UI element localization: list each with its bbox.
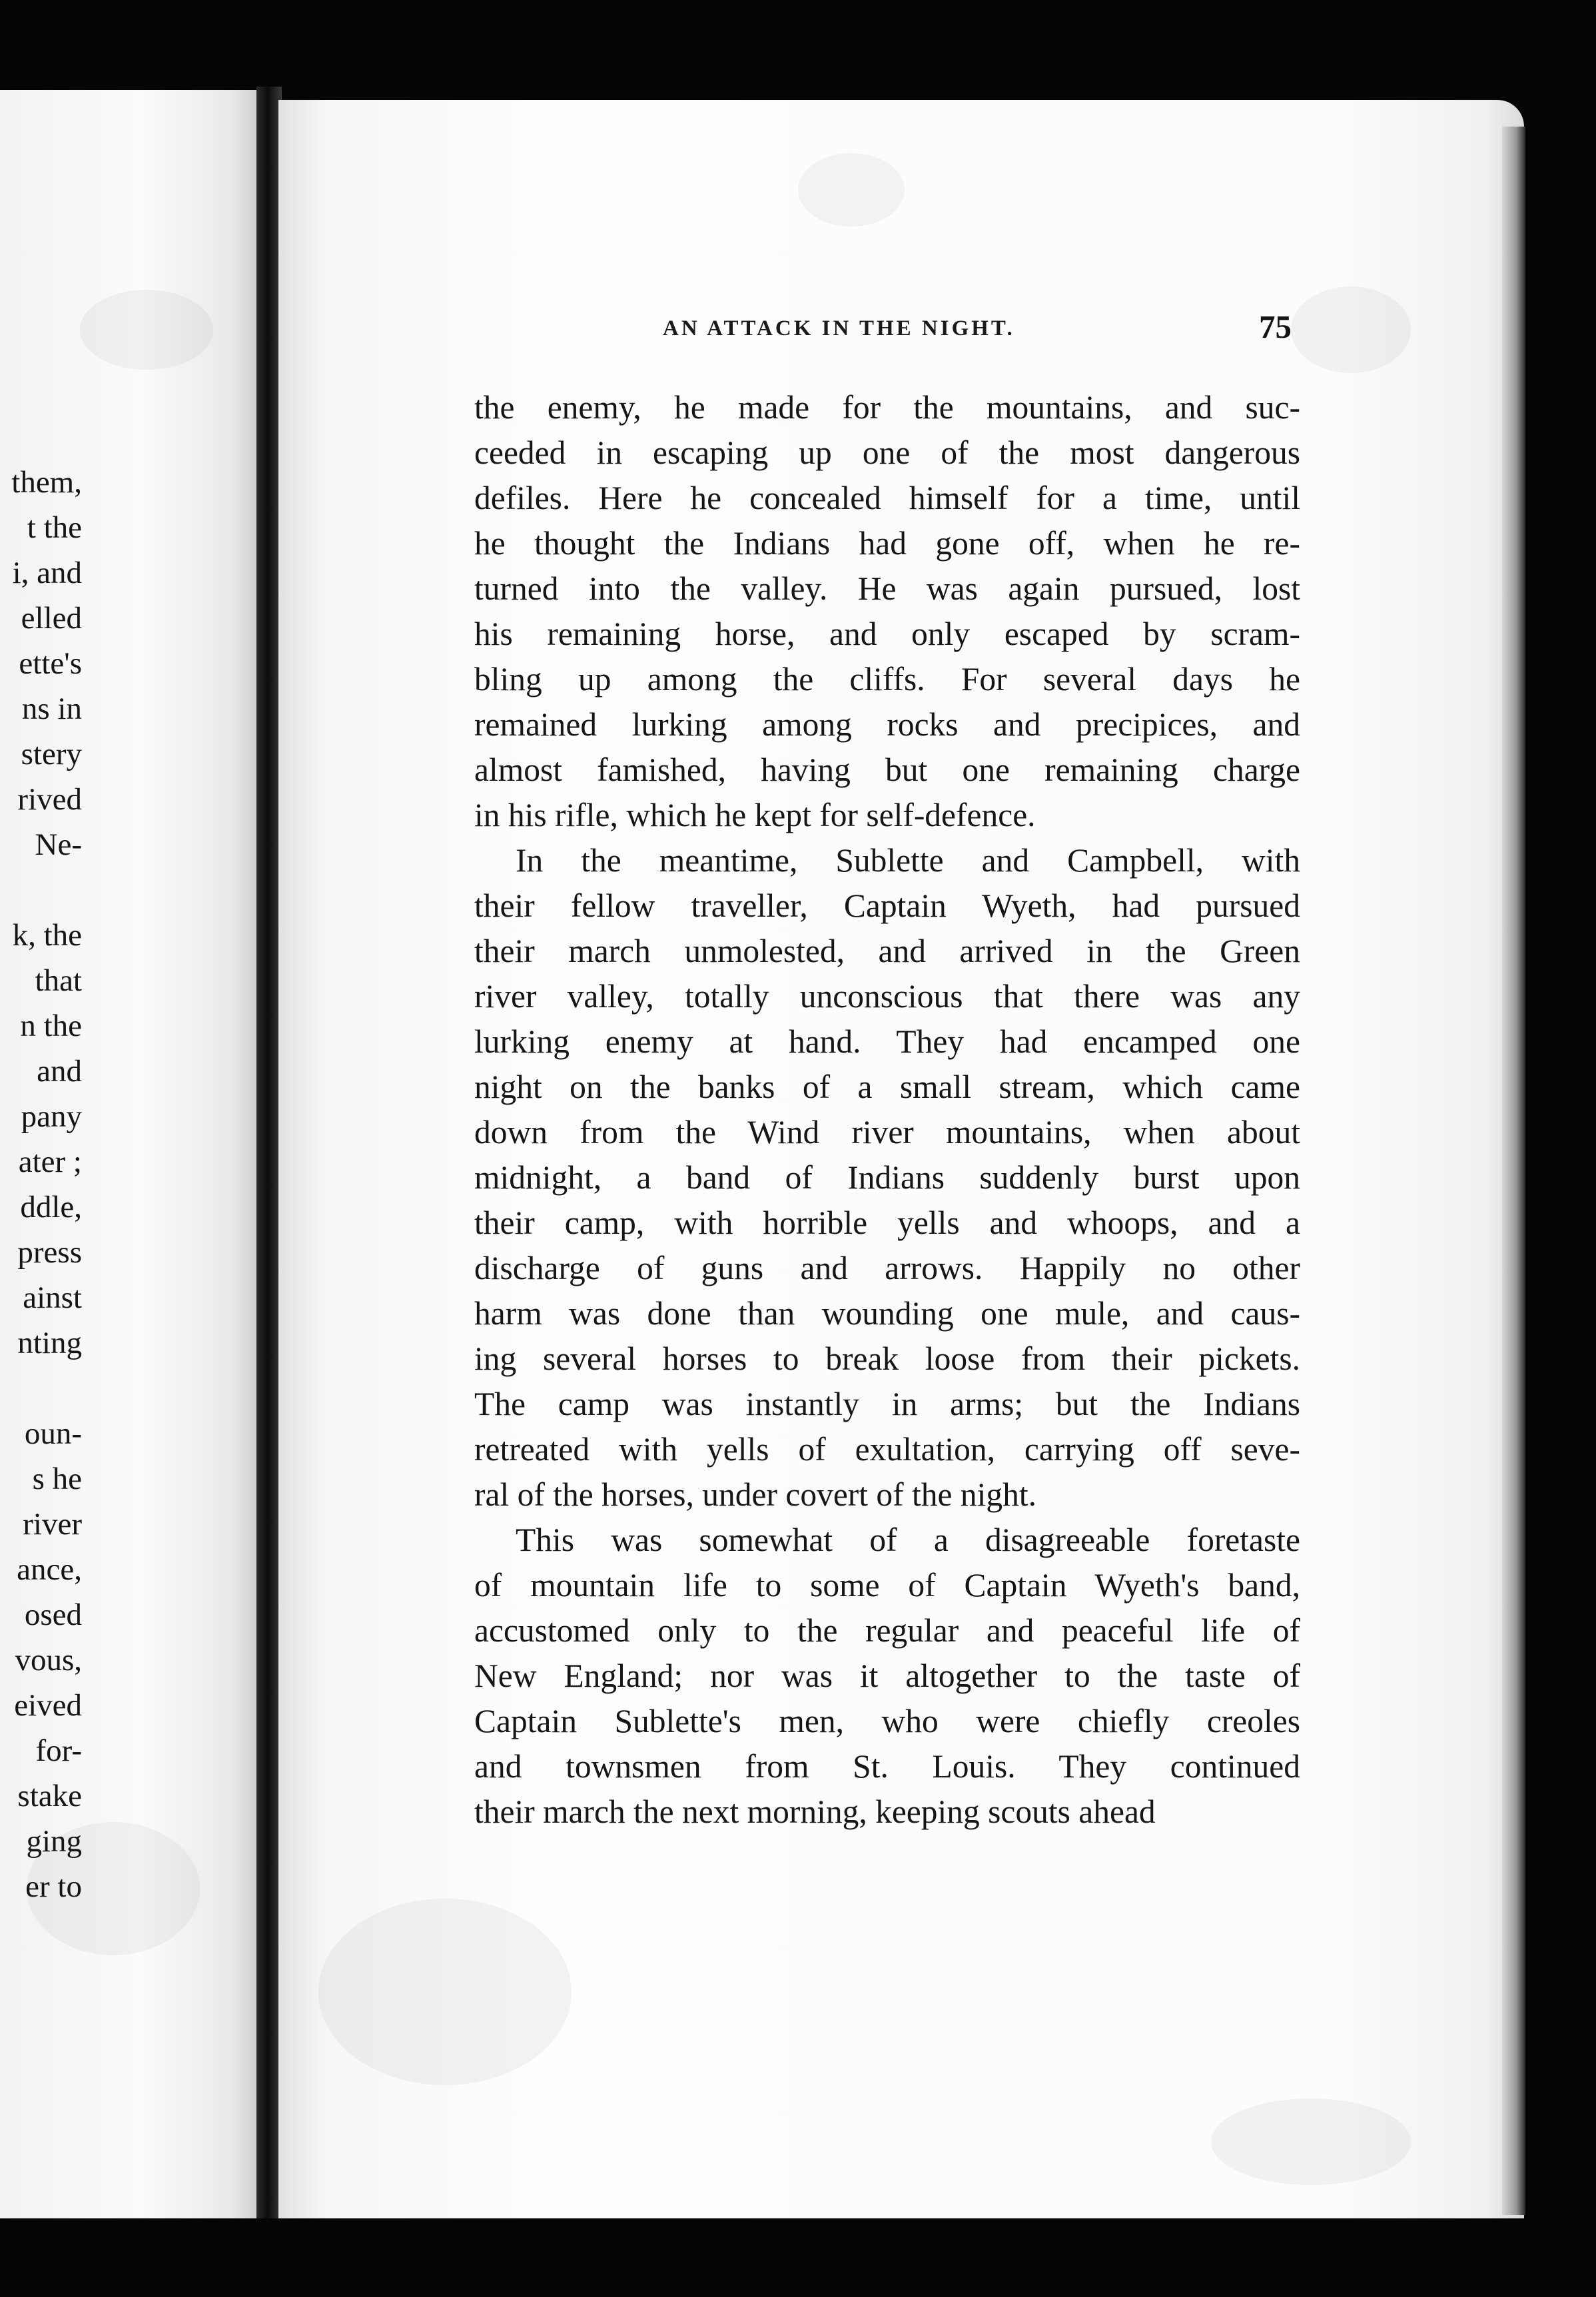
- text-line: their camp, with horrible yells and whoops, and a: [474, 1204, 1300, 1241]
- left-page-line: ging: [26, 1824, 82, 1859]
- left-page-line: ette's: [19, 646, 82, 681]
- page-edge: [1502, 127, 1525, 2215]
- paragraph: [474, 838, 1300, 1518]
- left-page-line: rived: [17, 782, 82, 817]
- left-page-line: er to: [25, 1869, 82, 1904]
- text-line: his remaining horse, and only escaped by scram-: [474, 616, 1300, 652]
- body-text: [474, 385, 1300, 1835]
- left-page-line: for-: [35, 1733, 82, 1768]
- text-line: defiles. Here he concealed himself for a time, until: [474, 480, 1300, 516]
- left-page-line: elled: [21, 601, 82, 636]
- left-page-line: vous,: [15, 1643, 82, 1677]
- paragraph: [474, 1518, 1300, 1835]
- text-line: turned into the valley. He was again pursued, lost: [474, 570, 1300, 607]
- left-page-line: and: [37, 1054, 82, 1089]
- left-page-text-fragments: [0, 460, 82, 1909]
- left-page-line: i, and: [12, 556, 82, 590]
- text-line: down from the Wind river mountains, when about: [474, 1114, 1300, 1150]
- left-page-line: ddle,: [20, 1190, 82, 1224]
- text-line: In the meantime, Sublette and Campbell, with: [516, 842, 1300, 879]
- text-line: the enemy, he made for the mountains, and suc-: [474, 389, 1300, 426]
- left-page-line: ance,: [17, 1552, 82, 1587]
- text-line: bling up among the cliffs. For several days he: [474, 661, 1300, 697]
- text-line: their march unmolested, and arrived in the Green: [474, 933, 1300, 969]
- scan-border: [0, 2218, 1596, 2297]
- left-page-line: s he: [32, 1462, 82, 1496]
- text-line: This was somewhat of a disagreeable foretaste: [516, 1522, 1300, 1558]
- text-line: ing several horses to break loose from their pickets.: [474, 1340, 1300, 1377]
- left-page-line: nting: [17, 1326, 82, 1360]
- left-page-line: osed: [24, 1598, 82, 1632]
- left-page-line: river: [23, 1507, 82, 1542]
- text-line: New England; nor was it altogether to the taste of: [474, 1657, 1300, 1694]
- text-line: their march the next morning, keeping scouts ahead: [474, 1793, 1156, 1830]
- left-page-line: that: [35, 963, 82, 998]
- text-line: remained lurking among rocks and precipices, and: [474, 706, 1300, 743]
- left-page-line: them,: [11, 465, 82, 500]
- left-page-line: press: [17, 1235, 82, 1270]
- text-line: in his rifle, which he kept for self-defence.: [474, 797, 1036, 833]
- text-line: almost famished, having but one remaining charge: [474, 751, 1300, 788]
- left-page-line: stery: [21, 737, 82, 771]
- text-line: harm was done than wounding one mule, and caus-: [474, 1295, 1300, 1332]
- text-line: discharge of guns and arrows. Happily no other: [474, 1250, 1300, 1286]
- text-line: their fellow traveller, Captain Wyeth, had pursued: [474, 887, 1300, 924]
- left-page-line: k, the: [12, 918, 82, 953]
- left-page-line: Ne-: [35, 827, 82, 862]
- text-line: accustomed only to the regular and peaceful life of: [474, 1612, 1300, 1649]
- text-line: midnight, a band of Indians suddenly burst upon: [474, 1159, 1300, 1196]
- left-page-line: ainst: [23, 1280, 82, 1315]
- left-page-line: ater ;: [18, 1145, 82, 1179]
- text-line: of mountain life to some of Captain Wyeth's band,: [474, 1567, 1300, 1604]
- left-page-line: pany: [21, 1099, 82, 1134]
- text-line: night on the banks of a small stream, which came: [474, 1069, 1300, 1105]
- text-line: ceeded in escaping up one of the most dangerous: [474, 434, 1300, 471]
- left-page-line: t the: [27, 510, 82, 545]
- left-page-line: eived: [14, 1688, 82, 1723]
- left-page-line: ns in: [21, 691, 82, 726]
- left-page-line: oun-: [24, 1416, 82, 1451]
- page-number: 75: [1259, 308, 1292, 345]
- text-line: he thought the Indians had gone off, when he re-: [474, 525, 1300, 562]
- left-page-line: [0, 867, 82, 913]
- left-page-line: n the: [20, 1009, 82, 1043]
- left-page-line: stake: [17, 1779, 82, 1813]
- paragraph: [474, 385, 1300, 838]
- running-head: AN ATTACK IN THE NIGHT.: [663, 316, 1015, 340]
- text-line: river valley, totally unconscious that there was any: [474, 978, 1300, 1015]
- text-line: lurking enemy at hand. They had encamped one: [474, 1023, 1300, 1060]
- text-line: retreated with yells of exultation, carrying off seve-: [474, 1431, 1300, 1468]
- text-line: The camp was instantly in arms; but the Indians: [474, 1386, 1300, 1422]
- left-page: [0, 90, 256, 2218]
- text-line: Captain Sublette's men, who were chiefly creoles: [474, 1703, 1300, 1739]
- left-page-line: [0, 1366, 82, 1411]
- text-line: and townsmen from St. Louis. They continued: [474, 1748, 1300, 1785]
- text-line: ral of the horses, under covert of the night.: [474, 1476, 1036, 1513]
